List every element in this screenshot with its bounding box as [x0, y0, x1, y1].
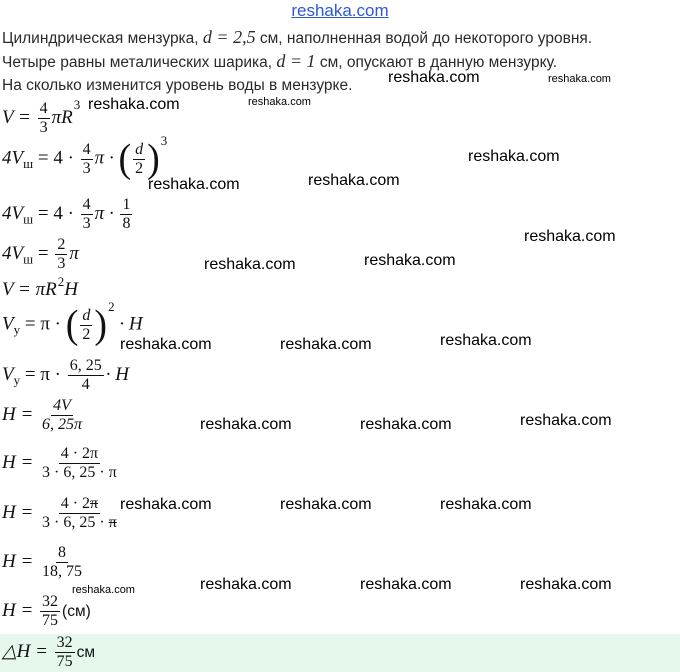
formula-height-simplified: H = $\frac{8}{18, 75}$ [2, 544, 83, 580]
watermark: reshaka.com [72, 584, 135, 596]
formula-four-balls-substituted: $4V_ш = 4$ · $\frac{4}{3}$ π · $\frac{1}{8}$ [2, 196, 131, 232]
watermark: reshaka.com [308, 172, 400, 189]
formula-cylinder-volume-num: $V_у = \pi$ · $\frac{6, 25}{4}$ · H [2, 357, 129, 393]
watermark: reshaka.com [520, 576, 612, 593]
watermark: reshaka.com [520, 412, 612, 429]
answer-highlight [0, 634, 680, 672]
problem-statement [2, 26, 672, 97]
watermark: reshaka.com [548, 73, 611, 85]
ball-diameter-value: d = 1 [276, 51, 316, 71]
watermark: reshaka.com [200, 416, 292, 433]
formula-four-balls-result: $4V_ш$ = $\frac{2}{3}$ π [2, 236, 79, 272]
watermark: reshaka.com [120, 336, 212, 353]
formula-cylinder-volume: $V = \pi R^2H$ [2, 274, 78, 300]
problem-line-2: Четыре равны металических шарика, d = 1 см, опускают в данную мензурку. [2, 51, 558, 71]
watermark: reshaka.com [440, 496, 532, 513]
watermark: reshaka.com [360, 576, 452, 593]
fraction: $\frac{4}{3}$ [39, 100, 48, 136]
watermark: reshaka.com [200, 576, 292, 593]
site-header-link[interactable]: reshaka.com [291, 1, 389, 20]
watermark: reshaka.com [468, 148, 560, 165]
formula-height-substituted: H = $\frac{4 \cdot 2\pi}{3 \cdot 6, 25 \cdot \pi}$ [2, 445, 117, 481]
watermark: reshaka.com [280, 496, 372, 513]
watermark: reshaka.com [204, 256, 296, 273]
watermark: reshaka.com [364, 252, 456, 269]
formula-height-cancel: H = $\frac{4 \cdot 2\pi}{3 \cdot 6, 25 \cdot \pi}$ [2, 495, 117, 531]
watermark: reshaka.com [388, 69, 480, 86]
watermark: reshaka.com [120, 496, 212, 513]
watermark: reshaka.com [280, 336, 372, 353]
formula-sphere-volume: V = $\frac{4}{3}$ $\pi R^3$ [2, 96, 81, 136]
problem-line-3: На сколько изменится уровень воды в мензурке. [2, 77, 353, 94]
formula-four-balls-volume: $4V_ш = 4$ · $\frac{4}{3}$ π · ( $\frac{d}{2}$ ) 3 [2, 133, 168, 182]
watermark: reshaka.com [148, 176, 240, 193]
formula-height-result: H = $\frac{32}{75}$ (см) [2, 593, 91, 629]
problem-line-1: Цилиндрическая мензурка, d = 2,5 см, наполненная водой до некоторого уровня. [2, 27, 593, 47]
answer-formula: △H = $\frac{32}{75}$ см [2, 634, 96, 670]
watermark: reshaka.com [524, 228, 616, 245]
diameter-value: d = 2,5 [202, 27, 256, 47]
formula-cylinder-volume-d: $V_у = \pi$ · ( $\frac{d}{2}$ ) 2 · H [2, 299, 143, 348]
watermark: reshaka.com [360, 416, 452, 433]
watermark: reshaka.com [88, 96, 180, 113]
watermark: reshaka.com [440, 332, 532, 349]
formula-height: H = $\frac{4V}{6, 25\pi}$ [2, 397, 83, 433]
watermark: reshaka.com [248, 96, 311, 108]
